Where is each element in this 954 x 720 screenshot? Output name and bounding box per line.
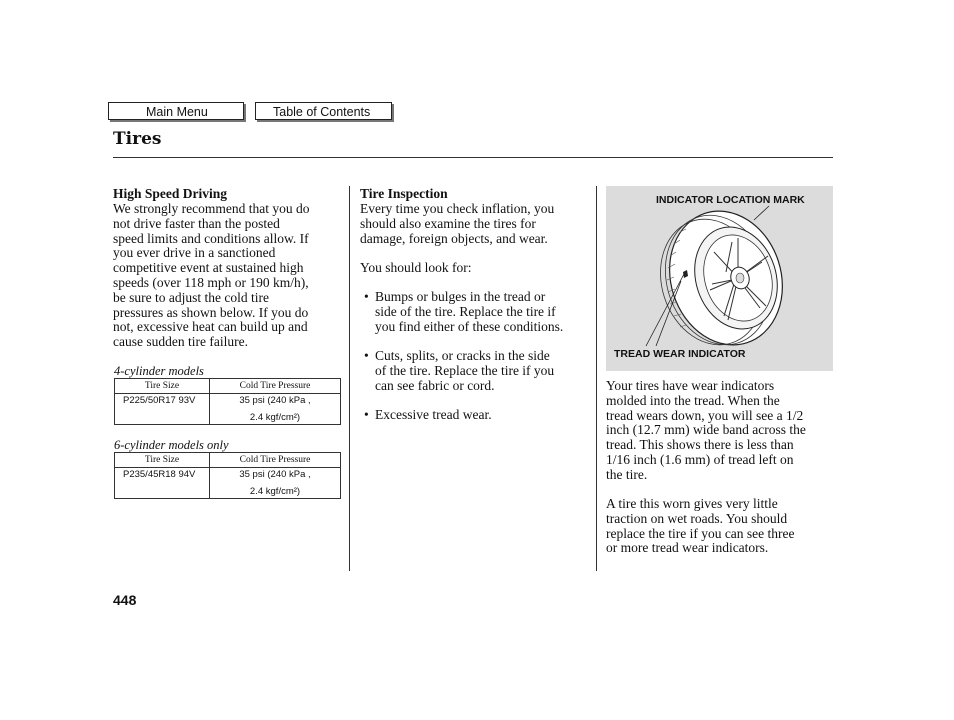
tire-size-cell: P235/45R18 94V bbox=[115, 468, 210, 499]
list-item: • Bumps or bulges in the tread or side of the tire. Replace the tire if you find either of these conditions. bbox=[361, 290, 591, 334]
table-header: Tire Size bbox=[115, 453, 210, 468]
table-caption-6cyl: 6-cylinder models only bbox=[114, 438, 229, 452]
table-row bbox=[115, 394, 341, 425]
page-title: Tires bbox=[113, 129, 162, 149]
list-item: • Excessive tread wear. bbox=[361, 408, 591, 423]
tire-illustration bbox=[606, 186, 833, 371]
tread-wear-indicator-label: TREAD WEAR INDICATOR bbox=[614, 348, 746, 360]
indicator-location-mark-label: INDICATOR LOCATION MARK bbox=[656, 194, 805, 206]
table-of-contents-button[interactable]: Table of Contents bbox=[255, 102, 392, 120]
pressure-cell: 35 psi (240 kPa , 2.4 kgf/cm²) bbox=[210, 394, 341, 425]
table-caption-4cyl: 4-cylinder models bbox=[114, 364, 204, 378]
tire-size-cell: P225/50R17 93V bbox=[115, 394, 210, 425]
main-menu-button[interactable]: Main Menu bbox=[108, 102, 244, 120]
look-for-text: You should look for: bbox=[360, 260, 472, 275]
pressure-cell: 35 psi (240 kPa , 2.4 kgf/cm²) bbox=[210, 468, 341, 499]
pressure-table-4cyl bbox=[114, 378, 341, 425]
high-speed-heading: High Speed Driving bbox=[113, 186, 228, 201]
table-header: Tire Size bbox=[115, 379, 210, 394]
column-divider-left bbox=[349, 186, 350, 571]
column-divider-right bbox=[596, 186, 597, 571]
inspection-bullet-list bbox=[361, 290, 591, 438]
table-header: Cold Tire Pressure bbox=[210, 453, 341, 468]
tire-drawing bbox=[606, 186, 833, 371]
wear-indicator-paragraph: Your tires have wear indicators molded into the tread. When the tread wears down, you will see a 1/2 inch (12.7 mm) wide band across the tread. This shows there is less than 1/16 inch (1.6 mm) of tread left on the tire. bbox=[606, 378, 806, 482]
replace-tire-paragraph: A tire this worn gives very little traction on wet roads. You should replace the tire if you can see three or more tread wear indicators. bbox=[606, 496, 795, 556]
list-item: • Cuts, splits, or cracks in the side of the tire. Replace the tire if you can see fabric or cord. bbox=[361, 349, 591, 393]
high-speed-paragraph: We strongly recommend that you do not drive faster than the posted speed limits and conditions allow. If you ever drive in a sanctioned competitive event at sustained high speeds (over 118 mph or 190 km/h), be sure to adjust the cold tire pressures as shown below. If you do not, excessive heat can build up and cause sudden tire failure. bbox=[113, 201, 310, 350]
page-number: 448 bbox=[113, 592, 137, 608]
inspection-intro: Every time you check inflation, you should also examine the tires for damage, foreign objects, and wear. bbox=[360, 201, 555, 246]
table-header: Cold Tire Pressure bbox=[210, 379, 341, 394]
pressure-table-6cyl bbox=[114, 452, 341, 499]
tire-inspection-heading: Tire Inspection bbox=[360, 186, 448, 201]
title-divider bbox=[113, 157, 833, 158]
table-row bbox=[115, 468, 341, 499]
